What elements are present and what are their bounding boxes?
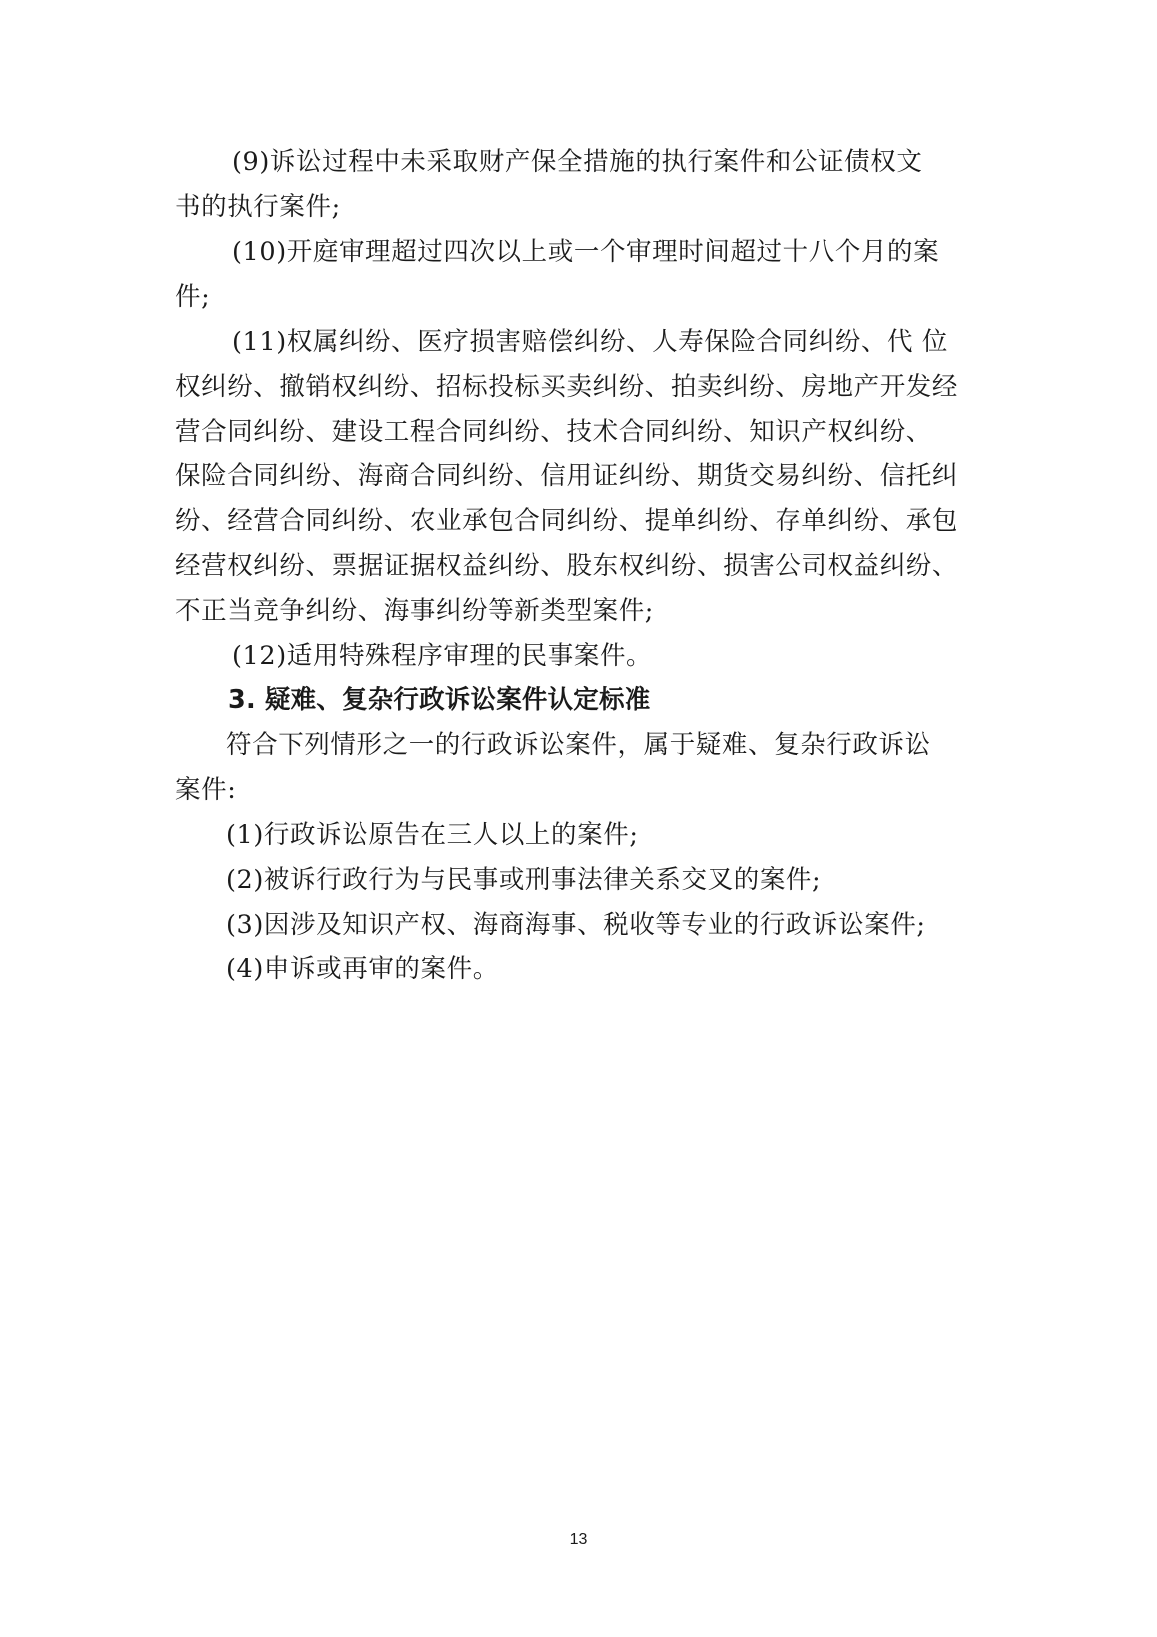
list-item-2: (2)被诉行政行为与民事或刑事法律关系交叉的案件; [226,865,822,895]
intro-paragraph-line-1: 符合下列情形之一的行政诉讼案件，属于疑难、复杂行政诉讼 [226,730,931,760]
list-item-3: (3)因涉及知识产权、海商海事、税收等专业的行政诉讼案件; [226,910,926,940]
paragraph-item-11-line-5: 纷、经营合同纠纷、农业承包合同纠纷、提单纠纷、存单纠纷、承包 [175,506,959,536]
paragraph-item-12: (12)适用特殊程序审理的民事案件。 [232,641,653,671]
page-number: 13 [569,1531,588,1548]
list-item-1: (1)行政诉讼原告在三人以上的案件; [226,820,639,850]
paragraph-item-11-line-4: 保险合同纠纷、海商合同纠纷、信用证纠纷、期货交易纠纷、信托纠 [175,461,959,491]
paragraph-item-11-line-2: 权纠纷、撤销权纠纷、招标投标买卖纠纷、拍卖纠纷、房地产开发经 [175,372,959,402]
paragraph-item-11-line-1: (11)权属纠纷、医疗损害赔偿纠纷、人寿保险合同纠纷、代 位 [232,327,948,357]
paragraph-item-9-line-1: (9)诉讼过程中未采取财产保全措施的执行案件和公证债权文 [232,147,923,177]
paragraph-item-11-line-6: 经营权纠纷、票据证据权益纠纷、股东权纠纷、损害公司权益纠纷、 [175,551,959,581]
paragraph-item-10-line-2: 件; [175,282,211,312]
section-heading: 3. 疑难、复杂行政诉讼案件认定标准 [228,685,651,715]
paragraph-item-11-line-3: 营合同纠纷、建设工程合同纠纷、技术合同纠纷、知识产权纠纷、 [175,417,932,447]
list-item-4: (4)申诉或再审的案件。 [226,954,499,984]
paragraph-item-10-line-1: (10)开庭审理超过四次以上或一个审理时间超过十八个月的案 [232,237,940,267]
paragraph-item-11-line-7: 不正当竞争纠纷、海事纠纷等新类型案件; [175,596,654,626]
paragraph-item-9-line-2: 书的执行案件; [175,192,341,222]
intro-paragraph-line-2: 案件: [175,775,237,805]
